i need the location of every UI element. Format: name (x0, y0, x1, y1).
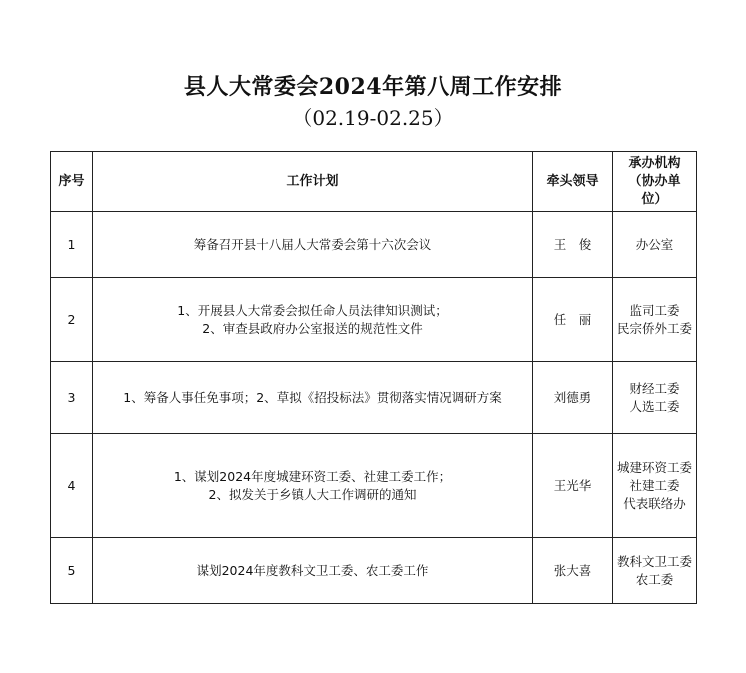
row-no: 4 (51, 434, 93, 538)
org-line: 教科文卫工委 (617, 553, 693, 569)
row-leader: 王光华 (533, 434, 613, 538)
row-leader: 任 丽 (533, 278, 613, 362)
org-line: 代表联络办 (623, 495, 686, 511)
plan-line: 2、审查县政府办公室报送的规范性文件 (202, 320, 423, 336)
table-row (51, 538, 697, 604)
row-no: 5 (51, 538, 93, 604)
header-org (613, 152, 697, 212)
row-org (613, 538, 697, 604)
header-leader: 牵头领导 (533, 152, 613, 212)
table-row (51, 434, 697, 538)
header-org-line: 承办机构 (628, 155, 681, 171)
row-plan (93, 278, 533, 362)
plan-line: 1、筹备人事任免事项；2、草拟《招投标法》贯彻落实情况调研方案 (123, 389, 502, 405)
header-no: 序号 (51, 152, 93, 212)
row-plan (93, 538, 533, 604)
org-line: 财经工委 (629, 380, 680, 396)
plan-line: 谋划2024年度教科文卫工委、农工委工作 (196, 562, 429, 578)
header-org-line: （协办单 (628, 173, 681, 189)
org-line: 农工委 (635, 571, 674, 587)
row-plan (93, 362, 533, 434)
row-leader: 王 俊 (533, 212, 613, 278)
plan-line: 1、谋划2024年度城建环资工委、社建工委工作； (173, 468, 452, 484)
row-org (613, 278, 697, 362)
row-plan (93, 212, 533, 278)
plan-line: 1、开展县人大常委会拟任命人员法律知识测试； (177, 302, 448, 318)
org-line: 民宗侨外工委 (617, 320, 693, 336)
schedule-table (50, 151, 697, 604)
row-org (613, 212, 697, 278)
org-line: 办公室 (635, 236, 674, 252)
row-no: 1 (51, 212, 93, 278)
plan-line: 2、拟发关于乡镇人大工作调研的通知 (208, 486, 417, 502)
row-leader: 张大喜 (533, 538, 613, 604)
table-header-row (51, 152, 697, 212)
row-leader: 刘德勇 (533, 362, 613, 434)
row-plan (93, 434, 533, 538)
page-subtitle: （02.19-02.25） (292, 106, 454, 130)
org-line: 人选工委 (629, 398, 680, 414)
table-row (51, 362, 697, 434)
header-plan: 工作计划 (93, 152, 533, 212)
row-no: 3 (51, 362, 93, 434)
table-row (51, 212, 697, 278)
org-line: 城建环资工委 (617, 459, 693, 475)
plan-line: 筹备召开县十八届人大常委会第十六次会议 (193, 236, 432, 252)
row-org (613, 434, 697, 538)
org-line: 社建工委 (629, 477, 680, 493)
table-row (51, 278, 697, 362)
org-line: 监司工委 (629, 302, 680, 318)
row-org (613, 362, 697, 434)
row-no: 2 (51, 278, 93, 362)
header-org-line: 位） (641, 191, 668, 207)
page-title: 县人大常委会2024年第八周工作安排 (183, 74, 563, 100)
